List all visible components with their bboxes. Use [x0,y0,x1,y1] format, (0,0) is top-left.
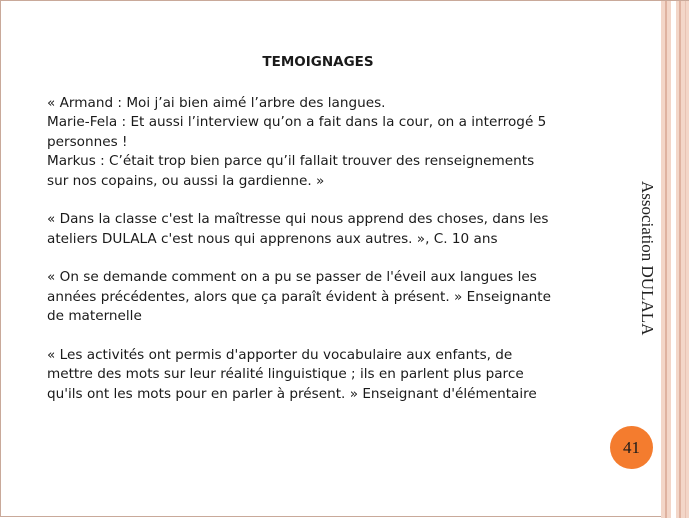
text-line: « Armand : Moi j’ai bien aimé l’arbre des langues. [47,94,386,111]
page-number-badge: 41 [610,426,653,469]
text-line: qu'ils ont les mots pour en parler à présent. » Enseignant d'élémentaire [47,385,537,402]
text-line: « Les activités ont permis d'apporter du vocabulaire aux enfants, de [47,346,513,363]
decorative-band-line [665,1,667,518]
slide-content [47,53,587,423]
testimonial-child-10-years [47,210,587,249]
text-line: « On se demande comment on a pu se passer de l'éveil aux langues les [47,269,537,285]
text-line: Marie-Fela : Et aussi l’interview qu’on a fait dans la cour, on a interrogé 5 [47,114,547,130]
text-line: « Dans la classe c'est la maîtresse qui nous apprend des choses, dans les [47,211,549,227]
text-line: Markus : C’était trop bien parce qu’il fallait trouver des renseignements [47,153,535,169]
text-line: de maternelle [47,308,142,324]
text-line: sur nos copains, ou aussi la gardienne. » [47,172,325,189]
testimonial-elementary-teacher [47,346,587,405]
slide-title: TEMOIGNAGES [262,54,374,70]
text-line: ateliers DULALA c'est nous qui apprenons aux autres. », C. 10 ans [47,230,498,247]
text-line: années précédentes, alors que ça paraît évident à présent. » Enseignante [47,288,551,305]
text-line: personnes ! [47,133,128,150]
testimonial-kindergarten-teacher [47,268,587,327]
organization-label: Association DULALA [638,181,657,336]
testimonial-children-quotes [47,94,587,192]
decorative-band-line [685,1,686,518]
decorative-band-line [679,1,681,518]
text-line: mettre des mots sur leur réalité linguistique ; ils en parlent plus parce [47,366,524,382]
decorative-band-line [671,1,676,518]
